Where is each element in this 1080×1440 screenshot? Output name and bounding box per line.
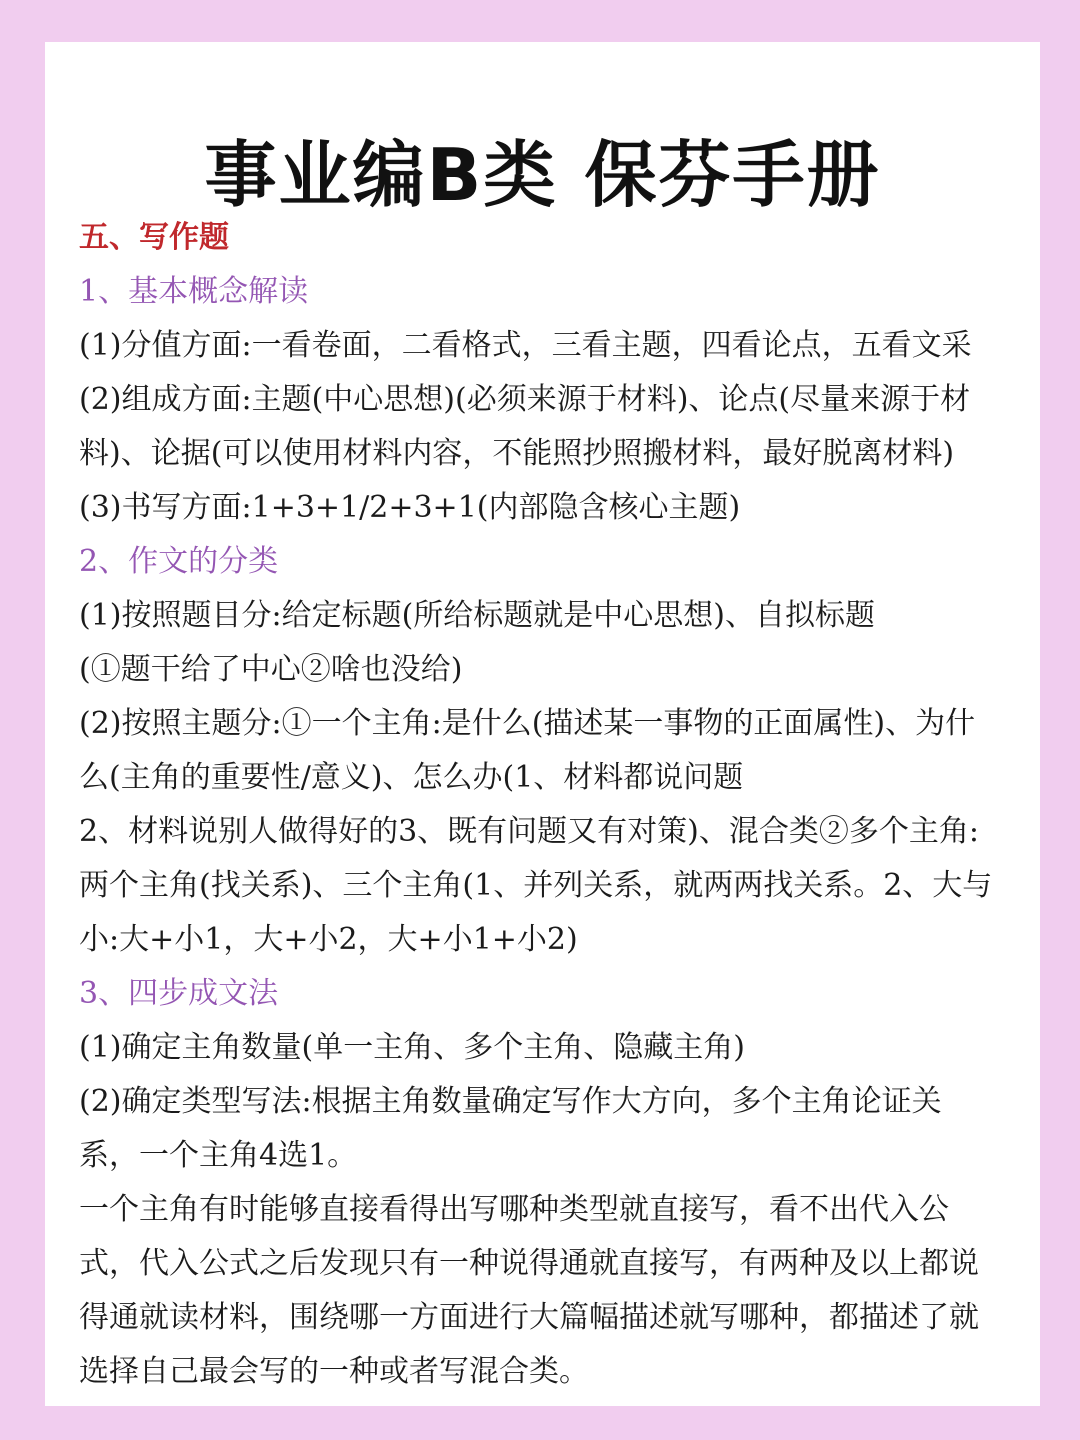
paragraph-line: (1)分值方面:一看卷面，二看格式，三看主题，四看论点，五看文采 — [79, 328, 972, 363]
paragraph-line: 两个主角(找关系)、三个主角(1、并列关系，就两两找关系。2、大与 — [79, 868, 993, 903]
paragraph-line: (2)确定类型写法:根据主角数量确定写作大方向，多个主角论证关 — [79, 1084, 942, 1119]
paragraph-line: 一个主角有时能够直接看得出写哪种类型就直接写，看不出代入公 — [79, 1192, 949, 1227]
paragraph-line: 料)、论据(可以使用材料内容，不能照抄照搬材料，最好脱离材料) — [79, 436, 955, 471]
subheading-classification: 2、作文的分类 — [79, 544, 279, 579]
paragraph-line: 2、材料说别人做得好的3、既有问题又有对策)、混合类②多个主角: — [79, 814, 979, 849]
paragraph-line: (①题干给了中心②啥也没给) — [79, 652, 463, 687]
paragraph-line: 得通就读材料，围绕哪一方面进行大篇幅描述就写哪种，都描述了就 — [79, 1300, 979, 1335]
paragraph-line: 式，代入公式之后发现只有一种说得通就直接写，有两种及以上都说 — [79, 1246, 979, 1281]
subheading-four-steps: 3、四步成文法 — [79, 976, 279, 1011]
paragraph-line: (3)书写方面:1+3+1/2+3+1(内部隐含核心主题) — [79, 490, 741, 525]
paragraph-line: (2)组成方面:主题(中心思想)(必须来源于材料)、论点(尽量来源于材 — [79, 382, 971, 417]
paragraph-line: (1)确定主角数量(单一主角、多个主角、隐藏主角) — [79, 1030, 745, 1065]
paragraph-line: 选择自己最会写的一种或者写混合类。 — [79, 1354, 589, 1389]
paragraph-line: 小:大+小1，大+小2，大+小1+小2) — [79, 922, 578, 957]
section-heading: 五、写作题 — [79, 220, 229, 255]
document-body — [79, 211, 1004, 1399]
paragraph-line: 系，一个主角4选1。 — [79, 1138, 358, 1173]
subheading-concepts: 1、基本概念解读 — [79, 274, 309, 309]
page-title: 事业编B类 保芬手册 — [204, 133, 881, 217]
paragraph-line: (1)按照题目分:给定标题(所给标题就是中心思想)、自拟标题 — [79, 598, 876, 633]
paragraph-line: 么(主角的重要性/意义)、怎么办(1、材料都说问题 — [79, 760, 744, 795]
paragraph-line: (2)按照主题分:①一个主角:是什么(描述某一事物的正面属性)、为什 — [79, 706, 976, 741]
